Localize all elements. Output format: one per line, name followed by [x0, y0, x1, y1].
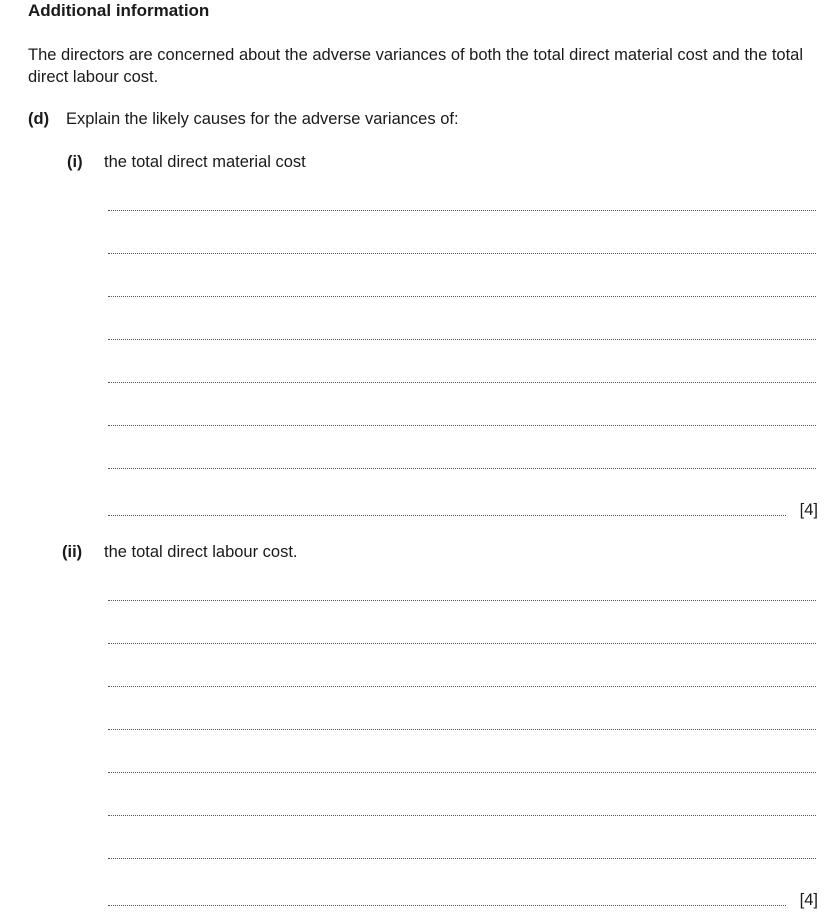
part-i-text: the total direct material cost — [104, 153, 306, 171]
intro-paragraph: The directors are concerned about the adverse variances of both the total direct material cost and the total direct labour cost. — [28, 46, 804, 86]
answer-line-ii-8[interactable] — [108, 905, 786, 906]
answer-line-ii-2[interactable] — [108, 643, 816, 644]
answer-line-ii-3[interactable] — [108, 686, 816, 687]
answer-line-i-6[interactable] — [108, 425, 816, 426]
question-d-text: Explain the likely causes for the adverse variances of: — [66, 110, 459, 128]
answer-line-ii-4[interactable] — [108, 729, 816, 730]
answer-line-ii-1[interactable] — [108, 600, 816, 601]
answer-line-i-2[interactable] — [108, 253, 816, 254]
answer-line-ii-6[interactable] — [108, 815, 816, 816]
answer-line-i-8[interactable] — [108, 515, 786, 516]
part-ii-text: the total direct labour cost. — [104, 543, 298, 561]
question-d — [28, 109, 459, 129]
answer-line-i-1[interactable] — [108, 210, 816, 211]
answer-line-ii-7[interactable] — [108, 858, 816, 859]
answer-line-i-7[interactable] — [108, 468, 816, 469]
answer-line-i-4[interactable] — [108, 339, 816, 340]
answer-line-ii-5[interactable] — [108, 772, 816, 773]
part-ii — [0, 542, 836, 562]
question-d-number: (d) — [28, 110, 50, 128]
answer-line-i-5[interactable] — [108, 382, 816, 383]
part-i-marks: [4] — [799, 501, 818, 519]
part-i — [0, 152, 836, 172]
section-heading: Additional information — [28, 1, 210, 20]
part-ii-number: (ii) — [62, 543, 83, 561]
part-ii-marks: [4] — [799, 891, 818, 909]
part-i-number: (i) — [67, 153, 83, 171]
answer-line-i-3[interactable] — [108, 296, 816, 297]
